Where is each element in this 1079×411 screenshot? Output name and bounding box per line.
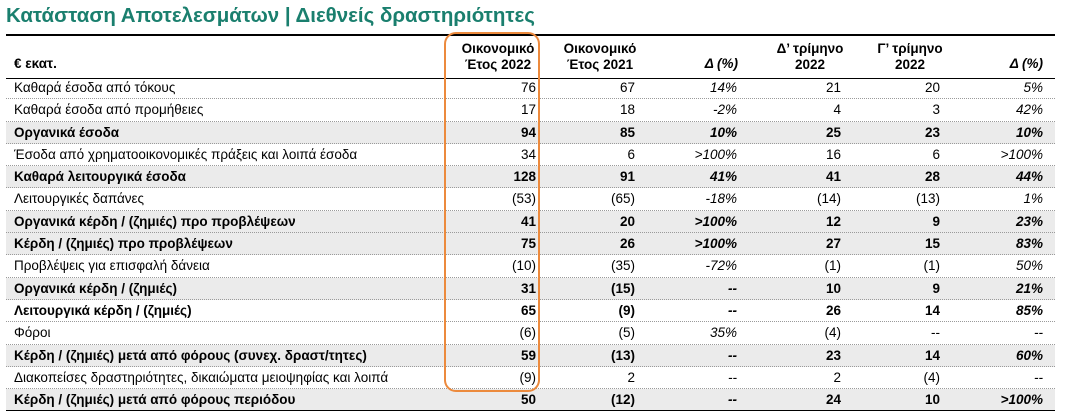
- cell-delta-quarter: 5%: [1023, 80, 1043, 95]
- cell-q4: (14): [816, 191, 841, 207]
- cell-delta-year: 10%: [709, 124, 737, 140]
- cell-q3: (1): [923, 258, 940, 274]
- cell-fy2021: (35): [610, 258, 635, 274]
- cell-q4: 21: [825, 80, 841, 95]
- row-label: Προβλέψεις για επισφαλή δάνεια: [14, 258, 210, 274]
- row-label: Κέρδη / (ζημιές) μετά από φόρους περιόδου: [14, 392, 296, 408]
- cell-fy2021: 85: [619, 124, 635, 140]
- row-label: Οργανικά κέρδη / (ζημιές): [14, 280, 177, 296]
- cell-q4: 23: [825, 347, 841, 363]
- cell-q3: 15: [924, 236, 940, 252]
- cell-fy2021: (13): [610, 347, 635, 363]
- cell-fy2022: (10): [511, 258, 536, 274]
- cell-q4: 4: [833, 102, 841, 118]
- cell-q3: 9: [932, 213, 940, 229]
- cell-fy2022: 34: [520, 146, 536, 162]
- row-label: Καθαρά έσοδα από τόκους: [14, 80, 176, 95]
- cell-q4: 12: [825, 213, 841, 229]
- cell-q3: 6: [932, 146, 940, 162]
- cell-q4: (4): [824, 325, 841, 341]
- cell-delta-quarter: 42%: [1015, 102, 1043, 118]
- cell-delta-year: >100%: [694, 213, 737, 229]
- col-header-line: Δ’ τρίμηνο: [776, 41, 844, 56]
- cell-delta-quarter: >100%: [1000, 146, 1043, 162]
- cell-fy2022: 76: [520, 80, 536, 95]
- col-header-line: Έτος 2021: [566, 57, 634, 72]
- cell-q3: 23: [924, 124, 940, 140]
- cell-q4: 41: [825, 169, 841, 185]
- cell-fy2021: (9): [618, 302, 635, 318]
- row-label: Καθαρά λειτουργικά έσοδα: [14, 169, 186, 185]
- cell-fy2021: 6: [627, 146, 635, 162]
- cell-delta-year: >100%: [694, 236, 737, 252]
- cell-delta-quarter: 10%: [1015, 124, 1043, 140]
- cell-delta-quarter: 83%: [1015, 236, 1043, 252]
- cell-delta-quarter: 60%: [1015, 347, 1043, 363]
- cell-delta-quarter: 23%: [1015, 213, 1043, 229]
- cell-fy2022: 75: [520, 236, 536, 252]
- cell-delta-year: --: [728, 369, 737, 385]
- col-header-line: Οικονομικό: [563, 41, 637, 56]
- cell-q3: 3: [932, 102, 940, 118]
- cell-q4: 10: [825, 280, 841, 296]
- cell-delta-year: --: [728, 280, 737, 296]
- cell-q3: 14: [924, 302, 940, 318]
- page-title: Κατάσταση Αποτελεσμάτων | Διεθνείς δραστηριότητες: [6, 4, 535, 27]
- col-header-fy2021: [552, 41, 648, 73]
- cell-delta-year: --: [728, 302, 737, 318]
- row-label: Φόροι: [14, 325, 51, 341]
- cell-fy2021: (5): [618, 325, 635, 341]
- cell-delta-quarter: 50%: [1015, 258, 1043, 274]
- cell-fy2022: 31: [520, 280, 536, 296]
- row-label: Οργανικά έσοδα: [14, 124, 120, 140]
- cell-fy2021: (65): [610, 191, 635, 207]
- cell-delta-year: -2%: [712, 102, 737, 118]
- row-label: Λειτουργικές δαπάνες: [14, 191, 145, 207]
- cell-delta-year: -18%: [705, 191, 737, 207]
- col-header-q3-2022: [864, 41, 956, 73]
- cell-fy2021: 18: [619, 102, 635, 118]
- cell-delta-quarter: --: [1034, 369, 1043, 385]
- col-header-delta-quarter: Δ (%): [1009, 56, 1043, 71]
- cell-fy2022: 65: [520, 302, 536, 318]
- cell-delta-year: --: [728, 392, 737, 408]
- row-label: Λειτουργικά κέρδη / (ζημιές): [14, 302, 192, 318]
- cell-delta-year: 35%: [709, 325, 737, 341]
- cell-delta-quarter: >100%: [1000, 392, 1043, 408]
- cell-fy2022: 59: [520, 347, 536, 363]
- cell-fy2021: 26: [619, 236, 635, 252]
- cell-q3: 20: [924, 80, 940, 95]
- cell-q3: 9: [932, 280, 940, 296]
- cell-q4: 2: [833, 369, 841, 385]
- cell-q3: --: [931, 325, 940, 341]
- cell-delta-quarter: 21%: [1015, 280, 1043, 296]
- cell-fy2021: 20: [619, 213, 635, 229]
- cell-q3: 10: [924, 392, 940, 408]
- fy2022-highlight-box: [444, 32, 540, 392]
- cell-fy2021: 2: [627, 369, 635, 385]
- row-label: Κέρδη / (ζημιές) μετά από φόρους (συνεχ. δραστ/τητες): [14, 347, 367, 363]
- cell-fy2022: 128: [513, 169, 536, 185]
- cell-q4: 16: [825, 146, 841, 162]
- cell-q4: 25: [825, 124, 841, 140]
- cell-delta-quarter: 85%: [1015, 302, 1043, 318]
- cell-fy2022: (6): [519, 325, 536, 341]
- cell-delta-year: 41%: [709, 169, 737, 185]
- cell-fy2022: (9): [519, 369, 536, 385]
- cell-fy2022: 41: [520, 213, 536, 229]
- row-label: Κέρδη / (ζημιές) προ προβλέψεων: [14, 236, 233, 252]
- cell-fy2021: (15): [610, 280, 635, 296]
- cell-q3: 28: [924, 169, 940, 185]
- cell-fy2021: 67: [619, 80, 635, 95]
- cell-delta-quarter: --: [1034, 325, 1043, 341]
- col-header-q4-2022: [762, 41, 858, 73]
- cell-q4: 24: [825, 392, 841, 408]
- col-header-line: Γ’ τρίμηνο: [877, 41, 943, 56]
- cell-delta-quarter: 1%: [1023, 191, 1043, 207]
- row-label: Διακοπείσες δραστηριότητες, δικαιώματα μειοψηφίας και λοιπά: [14, 369, 389, 385]
- cell-q3: 14: [924, 347, 940, 363]
- unit-label: € εκατ.: [14, 56, 57, 71]
- col-header-line: 2022: [894, 57, 926, 72]
- row-label: Καθαρά έσοδα από προμήθειες: [14, 102, 204, 118]
- row-label: Έσοδα από χρηματοοικονομικές πράξεις και λοιπά έσοδα: [14, 146, 358, 162]
- row-label: Οργανικά κέρδη / (ζημιές) προ προβλέψεων: [14, 213, 296, 229]
- cell-q3: (4): [923, 369, 940, 385]
- cell-fy2022: 50: [520, 392, 536, 408]
- cell-fy2022: (53): [511, 191, 536, 207]
- cell-q4: 26: [825, 302, 841, 318]
- cell-delta-quarter: 44%: [1015, 169, 1043, 185]
- cell-fy2021: 91: [619, 169, 635, 185]
- cell-q4: (1): [824, 258, 841, 274]
- cell-q4: 27: [825, 236, 841, 252]
- cell-fy2022: 17: [520, 102, 536, 118]
- cell-delta-year: >100%: [694, 146, 737, 162]
- col-header-line: 2022: [794, 57, 826, 72]
- cell-delta-year: -72%: [705, 258, 737, 274]
- col-header-line: Έτος 2022: [464, 57, 532, 72]
- cell-fy2021: (12): [610, 392, 635, 408]
- cell-delta-year: 14%: [709, 80, 737, 95]
- cell-q3: (13): [915, 191, 940, 207]
- col-header-delta-year: Δ (%): [704, 56, 738, 71]
- cell-delta-year: --: [728, 347, 737, 363]
- cell-fy2022: 94: [520, 124, 536, 140]
- table-row: [6, 389, 1055, 411]
- col-header-line: Οικονομικό: [461, 41, 535, 56]
